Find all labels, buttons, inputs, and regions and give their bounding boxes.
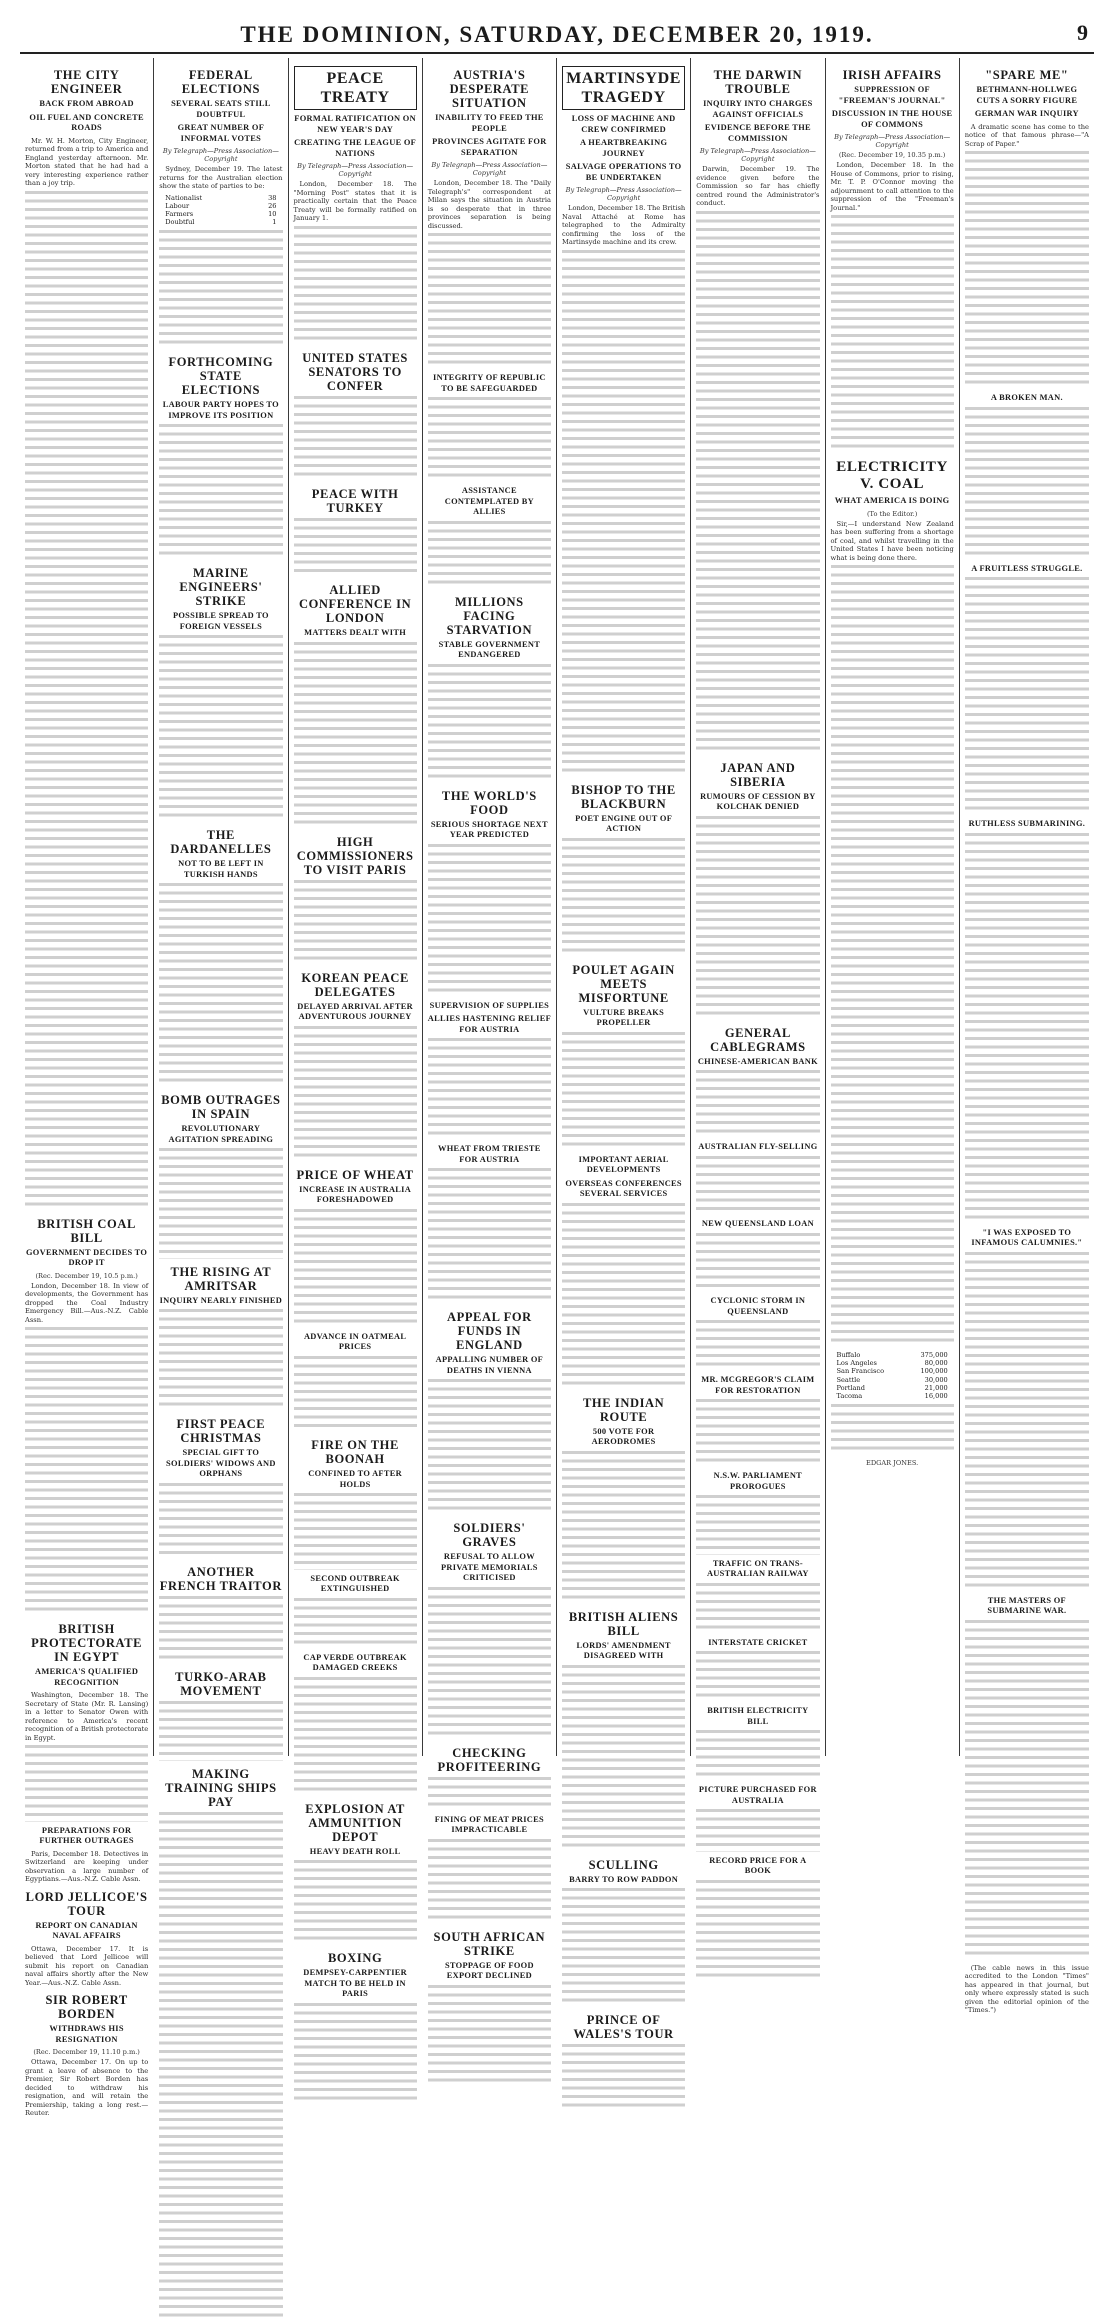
article-headline: UNITED STATES SENATORS TO CONFER bbox=[302, 350, 408, 393]
body-text-block bbox=[294, 1598, 417, 1649]
article-subheading: BARRY TO ROW PADDON bbox=[569, 1874, 679, 1884]
table-label: Portland bbox=[836, 1383, 865, 1392]
table-label: Los Angeles bbox=[836, 1359, 877, 1368]
article-headline: PEACE WITH TURKEY bbox=[311, 486, 399, 515]
dateline: (Rec. December 19, 10.35 p.m.) bbox=[838, 151, 946, 159]
article-subheading: AUSTRALIAN FLY-SELLING bbox=[698, 1142, 818, 1151]
article-subheading: RUMOURS OF CESSION BY KOLCHAK DENIED bbox=[700, 791, 816, 811]
body-text-block bbox=[696, 1495, 819, 1555]
article-subheading: INTEGRITY OF REPUBLIC TO BE SAFEGUARDED bbox=[433, 373, 546, 393]
article-subheading: CAP VERDE OUTBREAK DAMAGED CREEKS bbox=[303, 1652, 407, 1672]
article-headline: BISHOP TO THE BLACKBURN bbox=[571, 782, 676, 811]
body-text-block bbox=[159, 424, 282, 560]
article-headline: GENERAL CABLEGRAMS bbox=[710, 1025, 806, 1054]
article-body: (The cable news in this issue accredited to the London "Times" has appeared in that journal, but only where expressly stated is such given the editorial opinion of the "Times.") bbox=[964, 1963, 1089, 2014]
article-body: Paris, December 18. Detectives in Switzerland are keeping under observation a large number of Egyptians.—Aus.-N.Z. Cable Assn. bbox=[25, 1849, 149, 1883]
table-row bbox=[837, 1376, 954, 1384]
body-text-block bbox=[562, 1665, 685, 1852]
column-4 bbox=[423, 58, 557, 1980]
table-value: 16,000 bbox=[924, 1392, 948, 1401]
body-text-block bbox=[965, 151, 1089, 389]
article-subheading: A FRUITLESS STRUGGLE. bbox=[971, 563, 1083, 573]
masthead-rule bbox=[20, 52, 1094, 54]
article-headline: CHECKING PROFITEERING bbox=[437, 1745, 542, 1774]
article-body: Mr. W. H. Morton, City Engineer, returned from a trip to America and England yesterday afternoon. Mr. Morton stated that he had had a very interesting experience rather than a joy trip. bbox=[25, 136, 149, 187]
table-value: 100,000 bbox=[920, 1367, 948, 1376]
body-text-block bbox=[428, 397, 551, 482]
article-headline: FORTHCOMING STATE ELECTIONS bbox=[168, 355, 274, 398]
article-subheading: BRITISH ELECTRICITY BILL bbox=[707, 1706, 809, 1726]
page-number: 9 bbox=[1077, 20, 1088, 45]
column-7 bbox=[826, 58, 960, 1756]
body-text-block bbox=[428, 1587, 551, 1740]
article-subheading: "I WAS EXPOSED TO INFAMOUS CALUMNIES." bbox=[971, 1227, 1083, 1247]
figures-table bbox=[837, 1351, 954, 1400]
article-body: Sydney, December 19. The latest returns for the Australian election show the state of parties to be: bbox=[159, 165, 283, 190]
article-headline: PEACE TREATY bbox=[294, 66, 417, 110]
article-headline: ANOTHER FRENCH TRAITOR bbox=[159, 1565, 282, 1594]
article-subheading: WITHDRAWS HIS RESIGNATION bbox=[49, 2024, 124, 2044]
article-subheading: SEVERAL SEATS STILL DOUBTFUL bbox=[171, 99, 271, 119]
article-subheading: VULTURE BREAKS PROPELLER bbox=[583, 1007, 665, 1027]
article-subheading: STOPPAGE OF FOOD EXPORT DECLINED bbox=[444, 1960, 534, 1980]
body-text-block bbox=[428, 1038, 551, 1140]
body-text-block bbox=[428, 1168, 551, 1304]
body-text-block bbox=[696, 1156, 819, 1216]
table-row bbox=[837, 1392, 954, 1400]
article-subheading: CONFINED TO AFTER HOLDS bbox=[308, 1469, 402, 1489]
body-text-block bbox=[696, 1730, 819, 1781]
table-value: 26 bbox=[268, 201, 277, 210]
table-value: 80,000 bbox=[924, 1359, 948, 1368]
table-label: Seattle bbox=[836, 1375, 861, 1384]
article-headline: FEDERAL ELECTIONS bbox=[181, 68, 261, 96]
article-headline: AUSTRIA'S DESPERATE SITUATION bbox=[449, 68, 530, 110]
masthead-title: THE DOMINION, SATURDAY, DECEMBER 20, 1919. bbox=[240, 22, 874, 47]
body-text-block bbox=[562, 1032, 685, 1151]
article-headline: BRITISH COAL BILL bbox=[37, 1216, 136, 1245]
body-text-block bbox=[562, 1888, 685, 2007]
body-text-block bbox=[965, 833, 1089, 1224]
article-subheading: THE MASTERS OF SUBMARINE WAR. bbox=[987, 1595, 1067, 1615]
article-body: London, December 18. In view of developments, the Government has dropped the Coal Industry Emergency Bill.—Aus.-N.Z. Cable Assn. bbox=[25, 1281, 149, 1324]
article-headline: SCULLING bbox=[588, 1857, 659, 1872]
table-row bbox=[165, 210, 282, 218]
article-headline: THE DARDANELLES bbox=[170, 828, 272, 857]
body-text-block bbox=[428, 1379, 551, 1515]
body-text-block bbox=[428, 844, 551, 997]
article-subheading: MATTERS DEALT WITH bbox=[304, 628, 407, 637]
article-subheading: GERMAN WAR INQUIRY bbox=[974, 109, 1079, 118]
body-text-block bbox=[159, 1483, 282, 1560]
article-headline: FIRE ON THE BOONAH bbox=[311, 1438, 399, 1466]
article-headline: BOMB OUTRAGES IN SPAIN bbox=[161, 1093, 281, 1122]
article-body: London, December 18. The "Daily Telegraph's" correspondent at Milan says the situation in Austria is so desperate that in three provinces separation is being discussed. bbox=[427, 179, 551, 230]
article-subheading: ASSISTANCE CONTEMPLATED BY ALLIES bbox=[444, 486, 534, 516]
article-headline: FIRST PEACE CHRISTMAS bbox=[176, 1417, 266, 1446]
article-subheading: LABOUR PARTY HOPES TO IMPROVE ITS POSITION bbox=[162, 400, 279, 420]
body-text-block bbox=[965, 577, 1089, 815]
body-text-block bbox=[294, 1677, 417, 1796]
article-headline: ALLIED CONFERENCE IN LONDON bbox=[298, 583, 412, 625]
article-subheading: POSSIBLE SPREAD TO FOREIGN VESSELS bbox=[172, 611, 269, 631]
table-label: Labour bbox=[165, 201, 190, 210]
article-headline: KOREAN PEACE DELEGATES bbox=[301, 970, 409, 999]
article-subheading: AMERICA'S QUALIFIED RECOGNITION bbox=[35, 1667, 139, 1687]
body-text-block bbox=[696, 1583, 819, 1634]
article-subheading: N.S.W. PARLIAMENT PROROGUES bbox=[713, 1471, 803, 1491]
article-headline: BRITISH ALIENS BILL bbox=[568, 1609, 679, 1638]
article-subheading: PREPARATIONS FOR FURTHER OUTRAGES bbox=[39, 1825, 134, 1845]
article-subheading: PICTURE PURCHASED FOR AUSTRALIA bbox=[698, 1785, 817, 1805]
body-text-block bbox=[696, 816, 819, 1020]
body-text-block bbox=[294, 880, 417, 965]
article-subheading: FINING OF MEAT PRICES IMPRACTICABLE bbox=[434, 1814, 544, 1834]
article-subheading: LOSS OF MACHINE AND CREW CONFIRMED bbox=[571, 114, 676, 134]
table-row bbox=[165, 218, 282, 226]
article-body: London, December 18. In the House of Commons, prior to rising, Mr. T. P. O'Connor moving the adjournment to call attention to the suppression of the "Freeman's Journal." bbox=[830, 161, 954, 212]
article-subheading: SERIOUS SHORTAGE NEXT YEAR PREDICTED bbox=[430, 819, 548, 839]
body-text-block bbox=[159, 1701, 282, 1761]
article-subheading: CHINESE-AMERICAN BANK bbox=[697, 1056, 818, 1066]
article-subheading: PROVINCES AGITATE FOR SEPARATION bbox=[432, 137, 547, 157]
article-headline: THE RISING AT AMRITSAR bbox=[170, 1264, 272, 1293]
body-text-block bbox=[428, 664, 551, 783]
body-text-block bbox=[25, 1327, 148, 1616]
body-text-block bbox=[294, 1026, 417, 1162]
body-text-block bbox=[562, 250, 685, 777]
body-text-block bbox=[294, 1209, 417, 1328]
article-headline: LORD JELLICOE'S TOUR bbox=[25, 1889, 148, 1918]
article-headline: THE WORLD'S FOOD bbox=[441, 788, 537, 817]
table-value: 10 bbox=[268, 209, 277, 218]
article-subheading: DEMPSEY-CARPENTIER MATCH TO BE HELD IN PARIS bbox=[303, 1968, 407, 1998]
article-subheading: OVERSEAS CONFERENCES SEVERAL SERVICES bbox=[565, 1178, 682, 1198]
body-text-block bbox=[696, 1651, 819, 1702]
body-text-block bbox=[25, 1745, 148, 1822]
masthead bbox=[20, 18, 1094, 48]
table-row bbox=[837, 1359, 954, 1367]
body-text-block bbox=[294, 1860, 417, 1945]
article-subheading: DELAYED ARRIVAL AFTER ADVENTUROUS JOURNEY bbox=[297, 1001, 413, 1021]
body-text-block bbox=[159, 1596, 282, 1664]
body-text-block bbox=[562, 838, 685, 957]
article-headline: BRITISH PROTECTORATE IN EGYPT bbox=[31, 1622, 143, 1664]
table-label: San Francisco bbox=[836, 1367, 885, 1376]
byline: By Telegraph—Press Association—Copyright bbox=[162, 147, 279, 163]
body-text-block bbox=[562, 1203, 685, 1390]
columns-container bbox=[20, 58, 1094, 2117]
article-headline: MAKING TRAINING SHIPS PAY bbox=[165, 1766, 277, 1809]
table-value: 375,000 bbox=[920, 1351, 948, 1359]
article-subheading: WHAT AMERICA IS DOING bbox=[834, 496, 950, 505]
column-5 bbox=[557, 58, 691, 2041]
body-text-block bbox=[562, 2044, 685, 2112]
article-subheading: INQUIRY INTO CHARGES AGAINST OFFICIALS bbox=[703, 99, 813, 119]
table-label: Nationalist bbox=[165, 193, 203, 202]
body-text-block bbox=[428, 521, 551, 589]
article-subheading: REFUSAL TO ALLOW PRIVATE MEMORIALS CRITICISED bbox=[441, 1552, 538, 1582]
table-row bbox=[165, 194, 282, 202]
article-headline: HIGH COMMISSIONERS TO VISIT PARIS bbox=[296, 834, 414, 877]
byline: By Telegraph—Press Association—Copyright bbox=[834, 133, 951, 149]
body-text-block bbox=[159, 1309, 282, 1411]
article-subheading: RECORD PRICE FOR A BOOK bbox=[709, 1855, 807, 1875]
body-text-block bbox=[159, 1812, 282, 2322]
article-subheading: SUPERVISION OF SUPPLIES bbox=[429, 1000, 550, 1010]
byline: By Telegraph—Press Association—Copyright bbox=[297, 162, 414, 178]
column-6 bbox=[691, 58, 825, 1875]
article-subheading: STABLE GOVERNMENT ENDANGERED bbox=[438, 639, 541, 659]
table-label: Tacoma bbox=[836, 1392, 863, 1401]
body-text-block bbox=[831, 565, 954, 1347]
body-text-block bbox=[294, 2003, 417, 2105]
article-subheading: BETHMANN-HOLLWEG CUTS A SORRY FIGURE bbox=[976, 85, 1078, 105]
article-subheading: NOT TO BE LEFT IN TURKISH HANDS bbox=[178, 859, 264, 879]
article-body: Ottawa, December 17. On up to grant a leave of absence to the Premier, Sir Robert Borden has decided to withdraw his resignation, and will retain the Premiership, taking a long rest.—Reuter. bbox=[25, 2058, 149, 2117]
body-text-block bbox=[831, 1404, 954, 1455]
body-text-block bbox=[965, 1620, 1089, 1960]
table-value: 38 bbox=[268, 193, 277, 202]
article-subheading: SUPPRESSION OF "FREEMAN'S JOURNAL" bbox=[838, 85, 946, 105]
body-text-block bbox=[294, 518, 417, 578]
article-subheading: WHEAT FROM TRIESTE FOR AUSTRIA bbox=[438, 1144, 541, 1164]
body-text-block bbox=[428, 233, 551, 369]
article-subheading: LORDS' AMENDMENT DISAGREED WITH bbox=[576, 1640, 671, 1660]
dateline: (Rec. December 19, 11.10 p.m.) bbox=[33, 2048, 140, 2056]
body-text-block bbox=[696, 1233, 819, 1293]
article-subheading: APPALLING NUMBER OF DEATHS IN VIENNA bbox=[435, 1355, 544, 1375]
article-subheading: GOVERNMENT DECIDES TO DROP IT bbox=[25, 1247, 148, 1267]
table-row bbox=[837, 1367, 954, 1375]
article-headline: IRISH AFFAIRS bbox=[842, 68, 942, 82]
article-headline: EXPLOSION AT AMMUNITION DEPOT bbox=[305, 1801, 405, 1844]
article-headline: PRICE OF WHEAT bbox=[296, 1167, 414, 1182]
article-headline: SOUTH AFRICAN STRIKE bbox=[433, 1929, 546, 1958]
article-subheading: INTERSTATE CRICKET bbox=[708, 1637, 808, 1647]
article-subheading: REVOLUTIONARY AGITATION SPREADING bbox=[168, 1124, 274, 1144]
article-subheading: SALVAGE OPERATIONS TO BE UNDERTAKEN bbox=[565, 162, 682, 182]
body-text-block bbox=[562, 1451, 685, 1604]
body-text-block bbox=[696, 1070, 819, 1138]
body-text-block bbox=[294, 226, 417, 345]
body-text-block bbox=[159, 883, 282, 1087]
article-headline: MARTINSYDE TRAGEDY bbox=[562, 66, 685, 110]
article-subheading: NEW QUEENSLAND LOAN bbox=[701, 1219, 814, 1228]
body-text-block bbox=[294, 1356, 417, 1433]
article-body: Sir,—I understand New Zealand has been suffering from a shortage of coal, and whilst travelling in the United States I have been noticing what is being done there. bbox=[830, 519, 954, 562]
body-text-block bbox=[965, 1252, 1089, 1592]
article-subheading: HEAVY DEATH ROLL bbox=[309, 1846, 401, 1856]
body-text-block bbox=[428, 1839, 551, 1924]
byline: By Telegraph—Press Association—Copyright bbox=[699, 147, 816, 163]
table-row bbox=[837, 1384, 954, 1392]
article-body: A dramatic scene has come to the notice of that famous phrase—"A Scrap of Paper." bbox=[964, 122, 1089, 148]
table-value: 30,000 bbox=[924, 1375, 948, 1384]
article-subheading: IMPORTANT AERIAL DEVELOPMENTS bbox=[578, 1154, 669, 1174]
byline: By Telegraph—Press Association—Copyright bbox=[431, 161, 548, 177]
article-subheading: INCREASE IN AUSTRALIA FORESHADOWED bbox=[299, 1184, 412, 1204]
dateline: EDGAR JONES. bbox=[866, 1459, 919, 1468]
article-subheading: CYCLONIC STORM IN QUEENSLAND bbox=[710, 1296, 806, 1316]
article-headline: MARINE ENGINEERS' STRIKE bbox=[179, 566, 263, 609]
article-subheading: INQUIRY NEARLY FINISHED bbox=[159, 1295, 283, 1305]
column-3 bbox=[289, 58, 423, 1998]
article-subheading: RUTHLESS SUBMARINING. bbox=[968, 819, 1086, 828]
body-text-block bbox=[696, 1809, 819, 1852]
body-text-block bbox=[159, 635, 282, 822]
article-subheading: 500 VOTE FOR AERODROMES bbox=[591, 1426, 656, 1446]
column-2 bbox=[154, 58, 288, 1809]
article-headline: ELECTRICITY V. COAL bbox=[836, 459, 948, 492]
article-headline: TURKO-ARAB MOVEMENT bbox=[175, 1670, 267, 1699]
table-label: Farmers bbox=[165, 209, 194, 218]
article-body: Darwin, December 19. The evidence given before the Commission so far has chiefly centred round the Administrator's conduct. bbox=[696, 165, 820, 207]
article-subheading: MR. MCGREGOR'S CLAIM FOR RESTORATION bbox=[701, 1375, 815, 1395]
article-headline: THE CITY ENGINEER bbox=[50, 68, 123, 96]
table-row bbox=[837, 1351, 954, 1359]
body-text-block bbox=[428, 1777, 551, 1811]
article-subheading: BACK FROM ABROAD bbox=[39, 99, 134, 108]
article-subheading: INABILITY TO FEED THE PEOPLE bbox=[435, 113, 544, 133]
table-value: 1 bbox=[272, 218, 277, 227]
article-body: London, December 18. The "Morning Post" states that it is practically certain that the Peace Treaty will be formally ratified on January 1. bbox=[293, 180, 417, 222]
body-text-block bbox=[696, 1399, 819, 1467]
body-text-block bbox=[294, 642, 417, 829]
article-headline: PRINCE OF WALES'S TOUR bbox=[573, 2013, 674, 2041]
article-headline: BOXING bbox=[327, 1951, 383, 1965]
article-subheading: POET ENGINE OUT OF ACTION bbox=[575, 813, 673, 833]
body-text-block bbox=[965, 407, 1089, 560]
byline: By Telegraph—Press Association—Copyright bbox=[565, 186, 682, 202]
body-text-block bbox=[294, 396, 417, 481]
article-headline: THE INDIAN ROUTE bbox=[582, 1395, 665, 1424]
body-text-block bbox=[25, 191, 148, 1211]
article-subheading: DISCUSSION IN THE HOUSE OF COMMONS bbox=[831, 109, 953, 129]
article-subheading: GREAT NUMBER OF INFORMAL VOTES bbox=[177, 123, 265, 143]
article-body: London, December 18. The British Naval Attaché at Rome has telegraphed to the Admiralty confirming the loss of the Martinsyde machine and its crew. bbox=[562, 204, 686, 246]
article-subheading: REPORT ON CANADIAN NAVAL AFFAIRS bbox=[35, 1920, 138, 1940]
article-headline: POULET AGAIN MEETS MISFORTUNE bbox=[572, 962, 675, 1005]
article-subheading: CREATING THE LEAGUE OF NATIONS bbox=[294, 138, 417, 158]
body-text-block bbox=[159, 230, 282, 349]
article-subheading: A HEARTBREAKING JOURNEY bbox=[579, 138, 668, 158]
body-text-block bbox=[696, 1320, 819, 1371]
table-row bbox=[165, 202, 282, 210]
table-label: Buffalo bbox=[836, 1351, 861, 1359]
body-text-block bbox=[294, 1493, 417, 1570]
body-text-block bbox=[159, 1148, 282, 1259]
dateline: (To the Editor.) bbox=[866, 509, 918, 518]
body-text-block bbox=[696, 211, 819, 755]
article-headline: MILLIONS FACING STARVATION bbox=[446, 594, 533, 637]
column-8 bbox=[960, 58, 1094, 2014]
dateline: (Rec. December 19, 10.5 p.m.) bbox=[35, 1271, 138, 1280]
body-text-block bbox=[428, 1985, 551, 2087]
article-body: Washington, December 18. The Secretary of State (Mr. R. Lansing) in a letter to Senator Owen with reference to America's recent recognition of a British protectorate in Egypt. bbox=[25, 1691, 149, 1742]
article-headline: THE DARWIN TROUBLE bbox=[713, 68, 803, 96]
article-headline: JAPAN AND SIBERIA bbox=[720, 760, 796, 789]
table-value: 21,000 bbox=[924, 1383, 948, 1392]
article-headline: SIR ROBERT BORDEN bbox=[45, 1993, 128, 2021]
table-label: Doubtful bbox=[165, 218, 195, 227]
body-text-block bbox=[696, 1880, 819, 1982]
article-subheading: SECOND OUTBREAK EXTINGUISHED bbox=[310, 1573, 400, 1593]
column-1 bbox=[20, 58, 154, 2117]
article-subheading: ALLIES HASTENING RELIEF FOR AUSTRIA bbox=[427, 1014, 552, 1034]
article-subheading: ADVANCE IN OATMEAL PRICES bbox=[303, 1331, 407, 1351]
article-subheading: A BROKEN MAN. bbox=[990, 393, 1063, 402]
article-subheading: EVIDENCE BEFORE THE COMMISSION bbox=[704, 123, 811, 143]
figures-table bbox=[165, 194, 282, 227]
body-text-block bbox=[831, 215, 954, 453]
article-body: Ottawa, December 17. It is believed that Lord Jellicoe will submit his report on Canadian naval affairs shortly after the New Year.—Aus.-N.Z. Cable Assn. bbox=[25, 1944, 149, 1987]
article-subheading: TRAFFIC ON TRANS-AUSTRALIAN RAILWAY bbox=[706, 1558, 809, 1578]
article-subheading: FORMAL RATIFICATION ON NEW YEAR'S DAY bbox=[294, 114, 416, 134]
article-headline: SOLDIERS' GRAVES bbox=[453, 1521, 526, 1549]
article-subheading: OIL FUEL AND CONCRETE ROADS bbox=[29, 112, 144, 132]
article-headline: "SPARE ME" bbox=[985, 68, 1069, 82]
article-headline: APPEAL FOR FUNDS IN ENGLAND bbox=[446, 1310, 532, 1352]
article-subheading: SPECIAL GIFT TO SOLDIERS' WIDOWS AND ORPHANS bbox=[166, 1448, 276, 1479]
